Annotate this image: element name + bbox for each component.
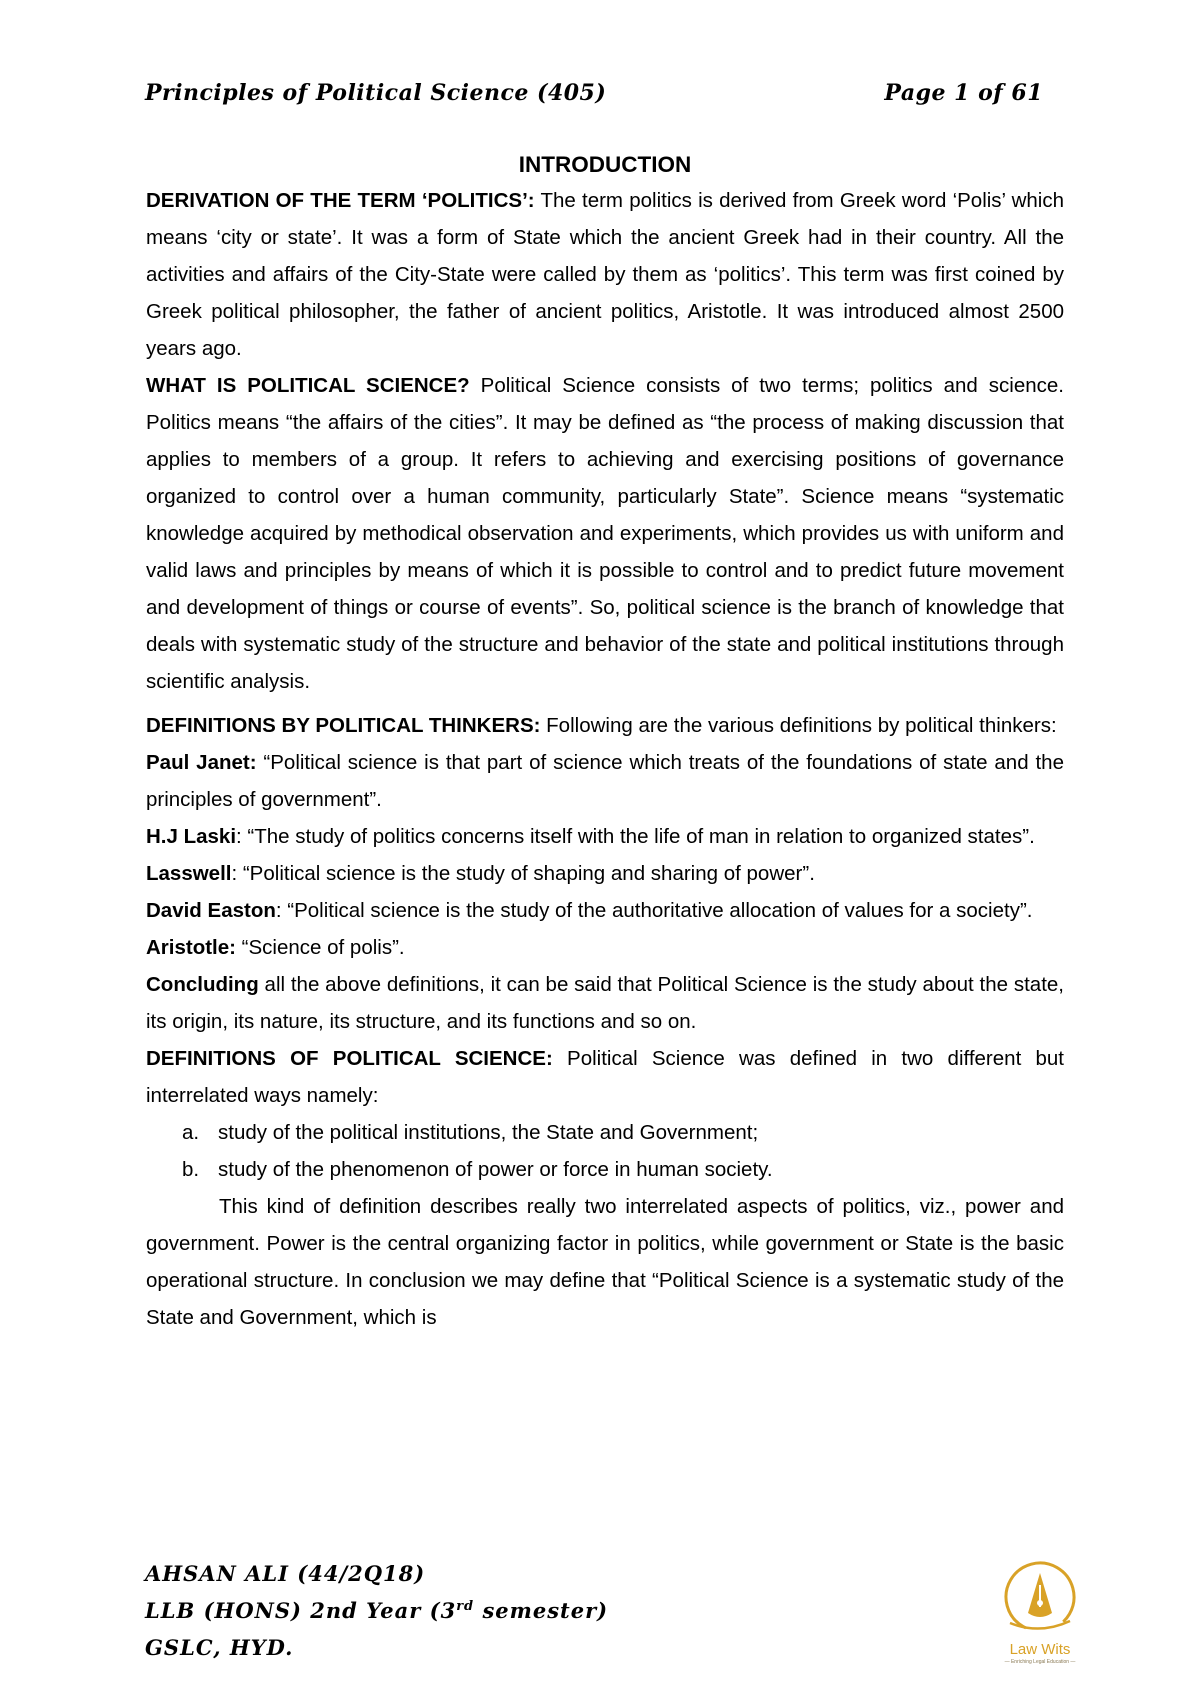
page-title: INTRODUCTION [518,152,692,177]
document-body [146,150,1064,1336]
definitions-ps-paragraph [146,1040,1064,1114]
what-is-heading: WHAT IS POLITICAL SCIENCE? [146,374,470,397]
derivation-heading: DERIVATION OF THE TERM ‘POLITICS’: [146,189,535,212]
thinker-name: Aristotle: [146,936,236,959]
page-header [145,80,1055,120]
closing-paragraph: This kind of definition describes really two interrelated aspects of politics, viz., power and government. Power is the central organizing factor in politics, while government or State is the basic operational structure. In conclusion we may define that “Political Science is a systematic study of the State and Government, which is [146,1195,1064,1329]
pen-nib-icon [980,1555,1100,1645]
derivation-paragraph [146,182,1064,367]
thinker-definition [146,892,1064,929]
list-item-text: study of the phenomenon of power or force in human society. [218,1158,773,1181]
author-program [145,1592,608,1629]
derivation-text: The term politics is derived from Greek word ‘Polis’ which means ‘city or state’. It was a form of State which the ancient Greek had in their country. All the activities and affairs of the City-State were called by them as ‘politics’. This term was first coined by Greek political philosopher, the father of ancient politics, Aristotle. It was introduced almost 2500 years ago. [146,189,1064,360]
concluding-heading: Concluding [146,973,259,996]
list-marker: b. [182,1158,200,1181]
concluding-text: all the above definitions, it can be said that Political Science is the study about the state, its origin, its nature, its structure, and its functions and so on. [146,973,1064,1033]
thinker-quote: “Science of polis”. [235,936,405,959]
list-item [146,1114,1064,1151]
course-title: Principles of Political Science (405) [145,80,607,106]
author-footer [145,1555,608,1666]
thinker-name: Lasswell [146,862,232,885]
thinker-name: Paul Janet: [146,751,257,774]
definitions-thinkers-heading: DEFINITIONS BY POLITICAL THINKERS: [146,714,541,737]
concluding-paragraph [146,966,1064,1040]
thinker-name: H.J Laski [146,825,237,848]
thinker-quote: : “The study of politics concerns itself with the life of man in relation to organized states”. [236,825,1035,848]
program-superscript: rd [456,1599,475,1614]
thinker-name: David Easton [146,899,276,922]
thinker-definition [146,744,1064,818]
list-item [146,1151,1064,1188]
author-college: GSLC, HYD. [145,1635,294,1660]
thinker-quote: : “Political science is the study of the authoritative allocation of values for a society”. [275,899,1033,922]
logo-tagline: — Enriching Legal Education — [1004,1659,1076,1665]
thinker-quote: : “Political science is the study of shaping and sharing of power”. [231,862,815,885]
page-number: Page 1 of 61 [884,80,1043,106]
thinker-definition [146,818,1064,855]
thinker-definition [146,855,1064,892]
thinker-definition [146,929,1064,966]
what-is-paragraph [146,367,1064,700]
definitions-ps-heading: DEFINITIONS OF POLITICAL SCIENCE: [146,1047,553,1070]
list-item-text: study of the political institutions, the State and Government; [218,1121,759,1144]
law-wits-logo [980,1555,1100,1675]
what-is-text: Political Science consists of two terms; politics and science. Politics means “the affairs of the cities”. It may be defined as “the process of making discussion that applies to members of a group. It refers to achieving and exercising positions of governance organized to control over a human community, particularly State”. Science means “systematic knowledge acquired by methodical observation and experiments, which provides us with uniform and valid laws and principles by means of which it is possible to control and to predict future movement and development of things or course of events”. So, political science is the branch of knowledge that deals with systematic study of the structure and behavior of the state and political institutions through scientific analysis. [146,374,1064,693]
definitions-thinkers-text: Following are the various definitions by political thinkers: [540,714,1057,737]
definitions-thinkers-paragraph [146,707,1064,744]
logo-text: Law Wits [1009,1641,1071,1658]
program-semester: semester) [474,1598,609,1623]
author-name: AHSAN ALI (44/2Q18) [145,1561,426,1586]
program-text: LLB (HONS) 2nd Year (3 [145,1598,457,1623]
definition-list [146,1114,1064,1188]
definitions-ps-text: Political Science was defined in two different but interrelated ways namely: [146,1047,1064,1107]
list-marker: a. [182,1121,200,1144]
thinker-quote: “Political science is that part of science which treats of the foundations of state and the principles of government”. [146,751,1064,811]
